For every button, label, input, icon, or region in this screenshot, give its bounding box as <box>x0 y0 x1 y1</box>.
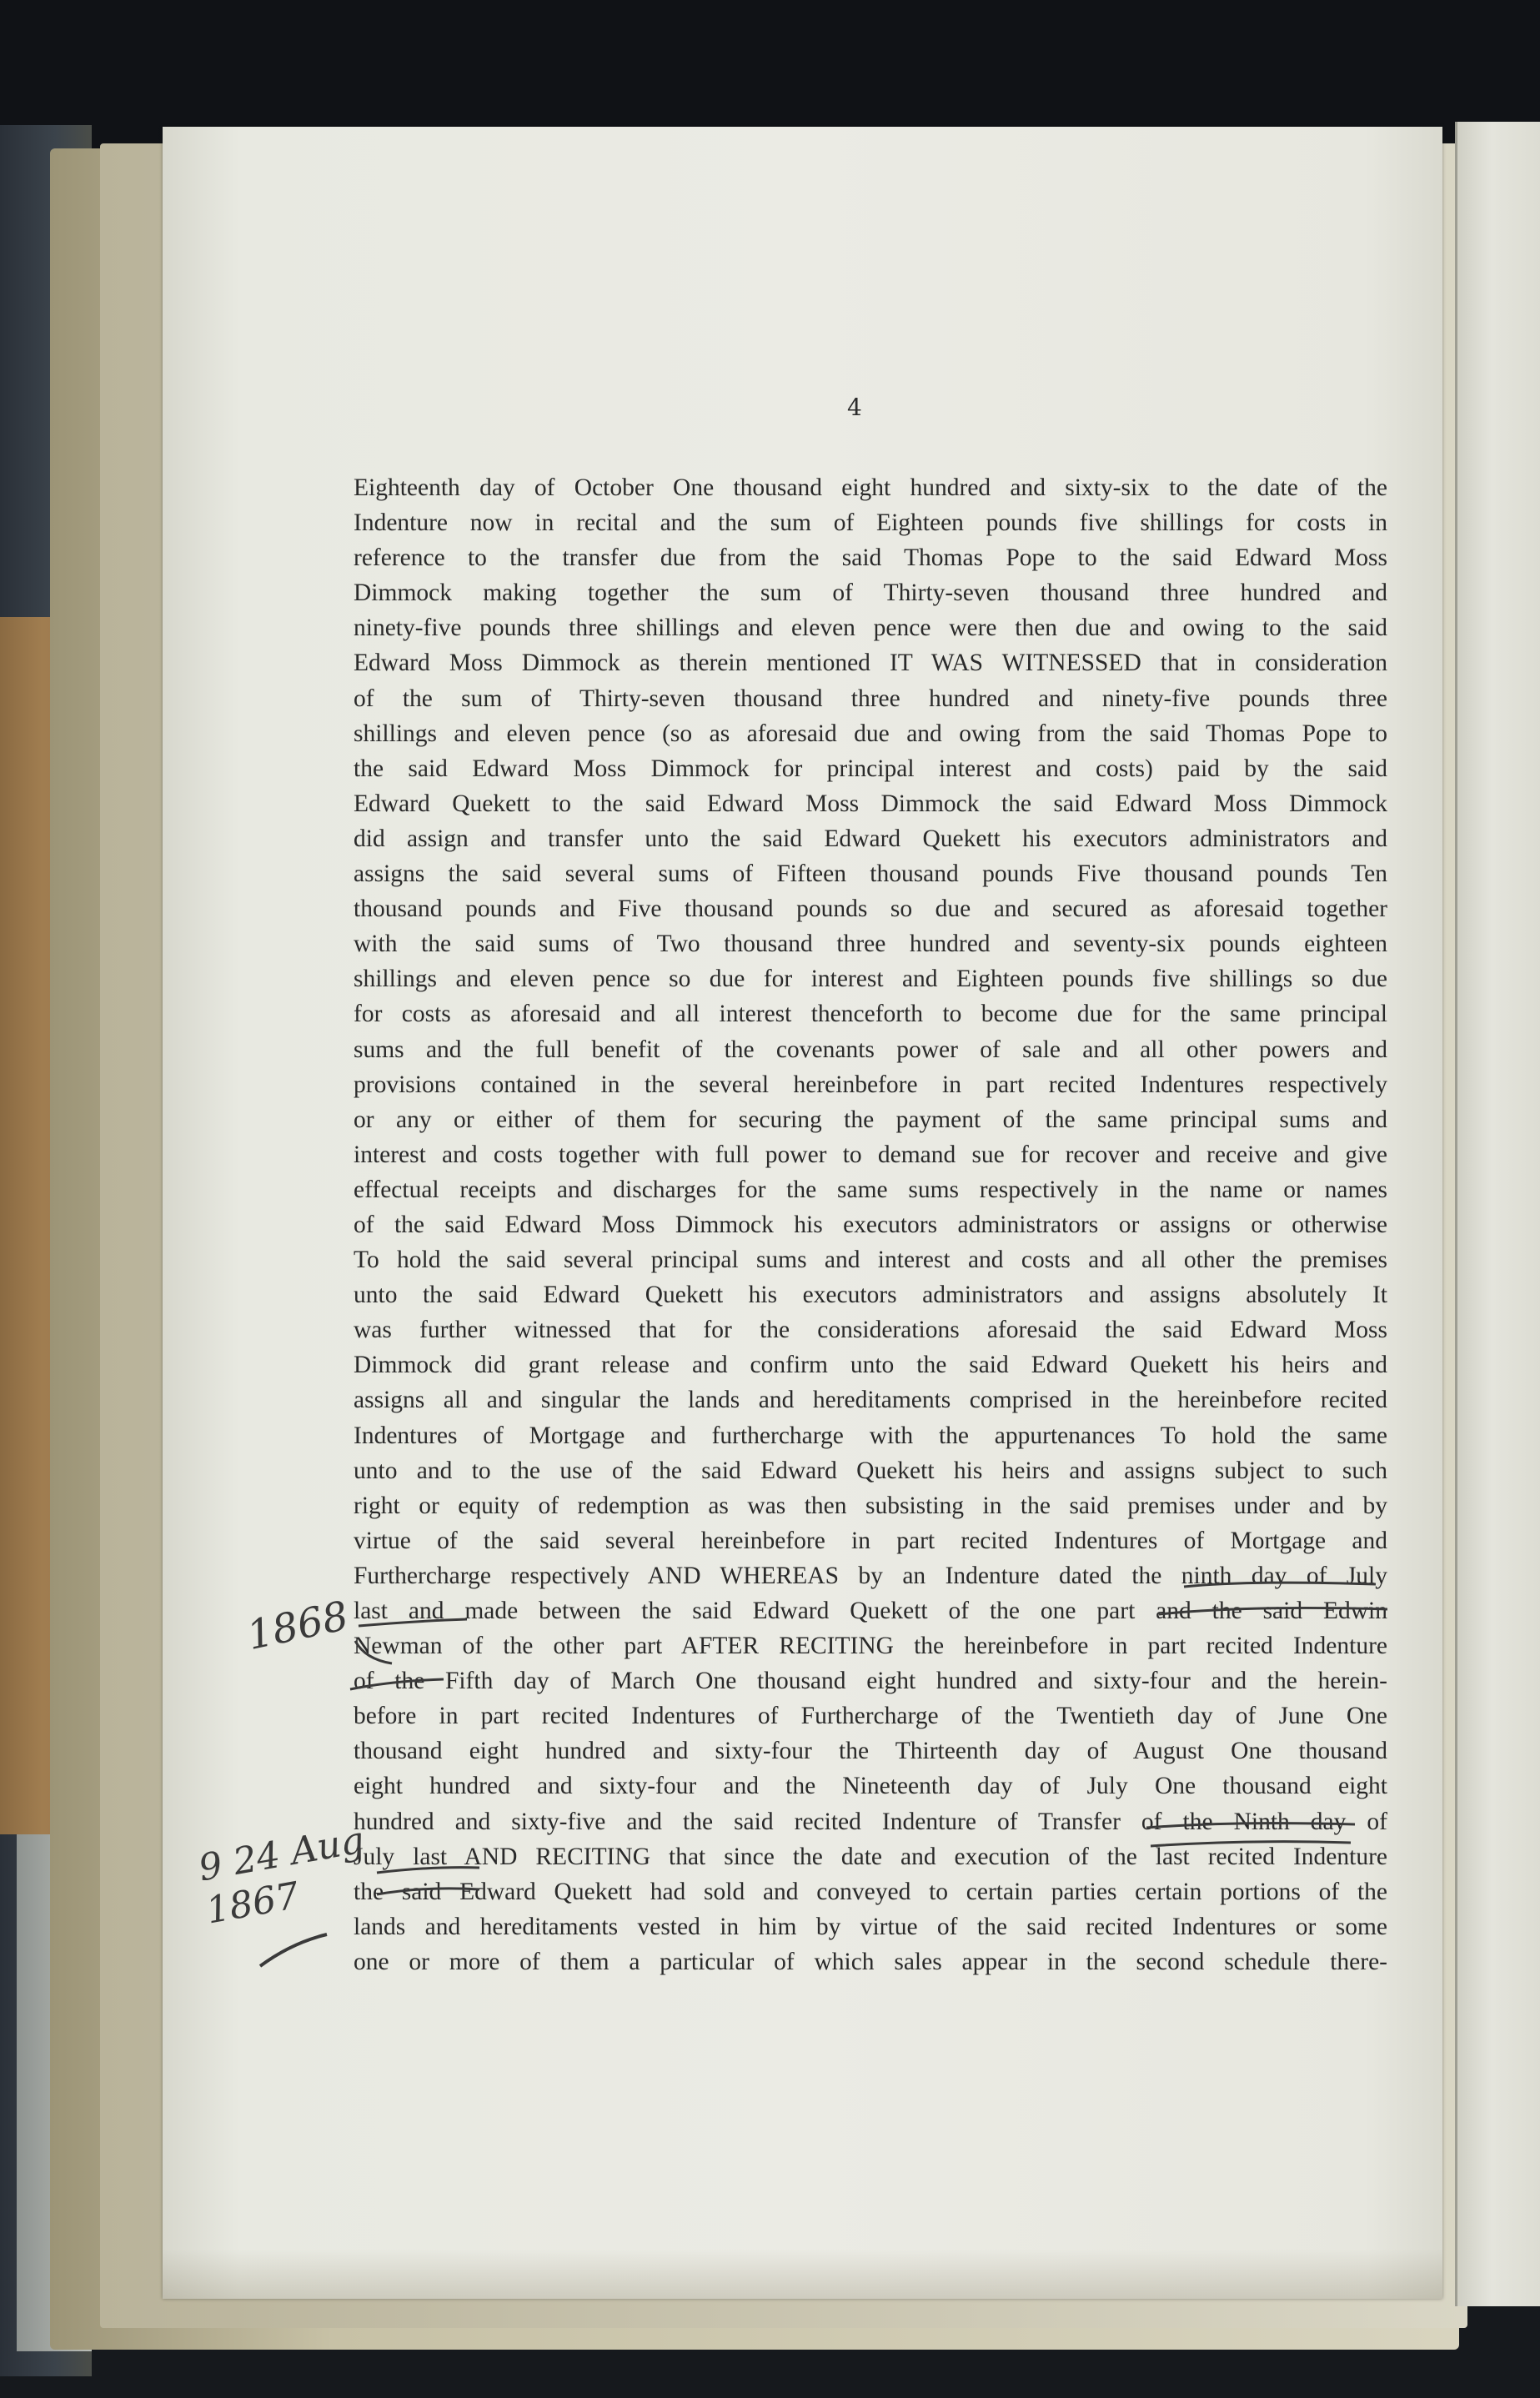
text-line: of the Fifth day of March One thousand eight hundred and sixty-four and the herein- <box>354 1668 1387 1695</box>
text-line: thousand pounds and Five thousand pounds so due and secured as aforesaid together <box>354 895 1387 923</box>
document-body <box>354 470 1387 1979</box>
text-line: reference to the transfer due from the said Thomas Pope to the said Edward Moss <box>354 544 1387 572</box>
text-line: assigns all and singular the lands and hereditaments comprised in the hereinbefore recited <box>354 1387 1387 1414</box>
text-line: lands and hereditaments vested in him by virtue of the said recited Indentures or some <box>354 1913 1387 1940</box>
text-line: Newman of the other part AFTER RECITING the hereinbefore in part recited Indenture <box>354 1633 1387 1660</box>
text-line: one or more of them a particular of which sales appear in the second schedule there- <box>354 1948 1387 1975</box>
text-line: assigns the said several sums of Fifteen thousand pounds Five thousand pounds Ten <box>354 860 1387 888</box>
text-line: the said Edward Quekett had sold and conveyed to certain parties certain portions of the <box>354 1878 1387 1905</box>
handwritten-date-line: 1867 <box>203 1874 303 1933</box>
text-line: ninety-five pounds three shillings and eleven pence were then due and owing to the said <box>354 615 1387 642</box>
text-line: To hold the said several principal sums and interest and costs and all other the premises <box>354 1247 1387 1274</box>
text-line: Dimmock did grant release and confirm unto the said Edward Quekett his heirs and <box>354 1352 1387 1379</box>
text-line: before in part recited Indentures of Furthercharge of the Twentieth day of June One <box>354 1703 1387 1730</box>
text-line: of the sum of Thirty-seven thousand three hundred and ninety-five pounds three <box>354 685 1387 712</box>
text-line: Indentures of Mortgage and furthercharge with the appurtenances To hold the same <box>354 1422 1387 1449</box>
text-line: provisions contained in the several hereinbefore in part recited Indentures respectively <box>354 1071 1387 1098</box>
text-line: Edward Quekett to the said Edward Moss Dimmock the said Edward Moss Dimmock <box>354 790 1387 817</box>
text-line: unto and to the use of the said Edward Quekett his heirs and assigns subject to such <box>354 1457 1387 1484</box>
facing-page-edge <box>1455 122 1540 2306</box>
text-line: July last AND RECITING that since the date and execution of the last recited Indenture <box>354 1843 1387 1870</box>
text-line: right or equity of redemption as was then subsisting in the said premises under and by <box>354 1492 1387 1519</box>
handwritten-margin-year: 1868 <box>243 1592 353 1660</box>
text-line: did assign and transfer unto the said Edward Quekett his executors administrators and <box>354 825 1387 852</box>
text-line: for costs as aforesaid and all interest thenceforth to become due for the same principal <box>354 1001 1387 1028</box>
text-line: hundred and sixty-five and the said recited Indenture of Transfer of the Ninth day of <box>354 1808 1387 1835</box>
text-line: Dimmock making together the sum of Thirty-seven thousand three hundred and <box>354 579 1387 607</box>
text-line: interest and costs together with full power to demand sue for recover and receive and give <box>354 1141 1387 1168</box>
text-line: Furthercharge respectively AND WHEREAS by an Indenture dated the ninth day of July <box>354 1562 1387 1589</box>
text-line: was further witnessed that for the considerations aforesaid the said Edward Moss <box>354 1317 1387 1344</box>
text-line: thousand eight hundred and sixty-four the Thirteenth day of August One thousand <box>354 1738 1387 1765</box>
text-line: virtue of the said several hereinbefore in part recited Indentures of Mortgage and <box>354 1527 1387 1554</box>
text-line: the said Edward Moss Dimmock for principal interest and costs) paid by the said <box>354 755 1387 782</box>
text-line: Edward Moss Dimmock as therein mentioned IT WAS WITNESSED that in consideration <box>354 650 1387 677</box>
text-line: with the said sums of Two thousand three hundred and seventy-six pounds eighteen <box>354 931 1387 958</box>
text-line: or any or either of them for securing the payment of the same principal sums and <box>354 1106 1387 1133</box>
text-line: unto the said Edward Quekett his executors administrators and assigns absolutely It <box>354 1282 1387 1309</box>
text-line: Indenture now in recital and the sum of Eighteen pounds five shillings for costs in <box>354 509 1387 537</box>
text-line: shillings and eleven pence (so as aforesaid due and owing from the said Thomas Pope to <box>354 720 1387 747</box>
text-line: of the said Edward Moss Dimmock his executors administrators or assigns or otherwise <box>354 1211 1387 1238</box>
page-number: 4 <box>847 394 862 421</box>
text-line: shillings and eleven pence so due for interest and Eighteen pounds five shillings so due <box>354 966 1387 993</box>
text-line: last and made between the said Edward Quekett of the one part and the said Edwin <box>354 1598 1387 1624</box>
handwritten-date-line: 9 24 Aug <box>195 1819 368 1890</box>
text-line: effectual receipts and discharges for the same sums respectively in the name or names <box>354 1176 1387 1203</box>
text-line: Eighteenth day of October One thousand eight hundred and sixty-six to the date of the <box>354 474 1387 501</box>
text-line: sums and the full benefit of the covenants power of sale and all other powers and <box>354 1036 1387 1063</box>
text-line: eight hundred and sixty-four and the Nineteenth day of July One thousand eight <box>354 1773 1387 1800</box>
